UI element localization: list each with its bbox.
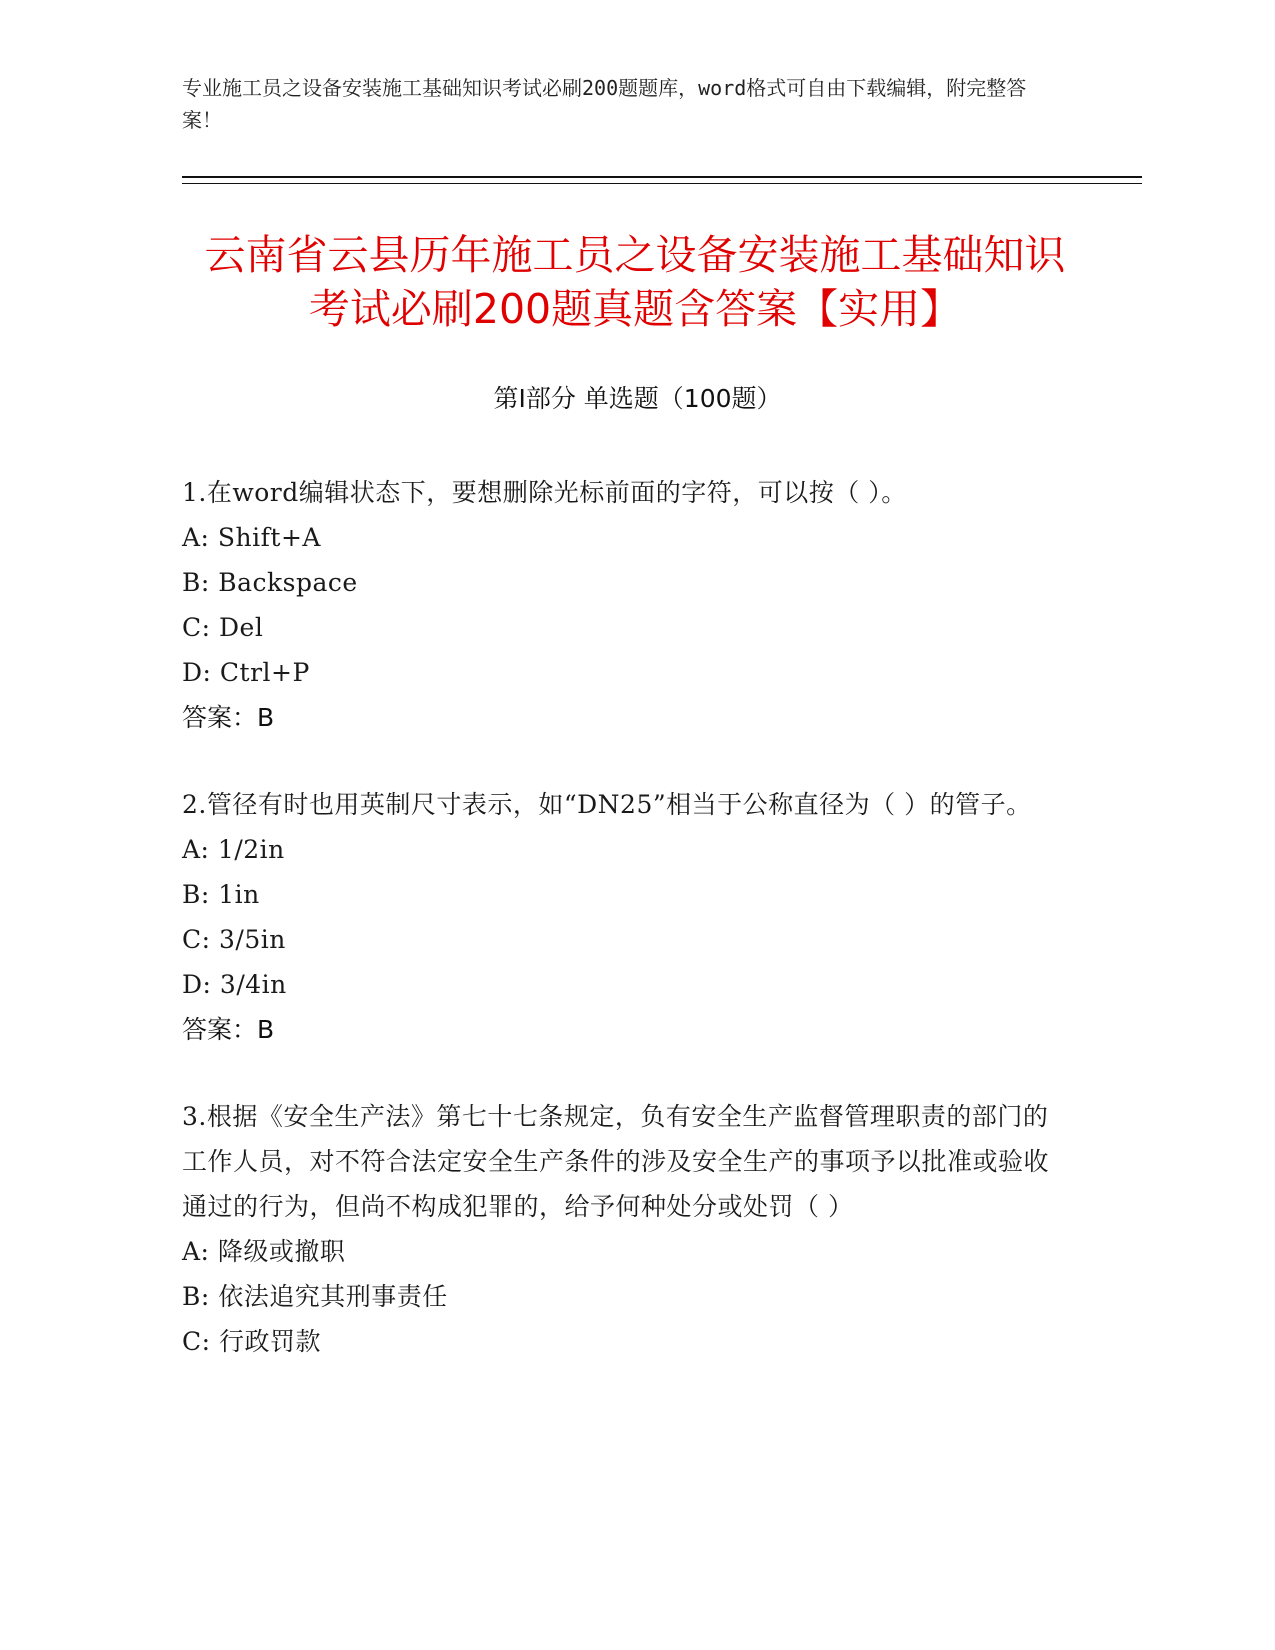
question-stem: 3.根据《安全生产法》第七十七条规定，负有安全生产监督管理职责的部门的工作人员，对不符合法定安全生产条件的涉及安全生产的事项予以批准或验收通过的行为，但尚不构成犯罪的，给予何种处分或处罚（ ） xyxy=(182,1102,1050,1221)
answer: 答案：B xyxy=(182,1015,275,1044)
question-list xyxy=(182,470,1062,1406)
document-title: 云南省云县历年施工员之设备安装施工基础知识考试必刷200题真题含答案【实用】 xyxy=(204,231,1066,333)
option-b: B: 1in xyxy=(182,880,260,909)
question-stem: 2.管径有时也用英制尺寸表示，如“DN25”相当于公称直径为（ ）的管子。 xyxy=(182,790,1032,819)
answer: 答案：B xyxy=(182,703,275,732)
option-d: D: 3/4in xyxy=(182,970,287,999)
header-note: 专业施工员之设备安装施工基础知识考试必刷200题题库，word格式可自由下载编辑，附完整答案！ xyxy=(182,76,1027,132)
option-a: A: 降级或撤职 xyxy=(182,1237,346,1266)
question-1 xyxy=(182,470,1062,740)
option-a: A: Shift+A xyxy=(182,523,321,552)
section-title: 第Ⅰ部分 单选题（100题） xyxy=(493,384,782,413)
question-stem: 1.在word编辑状态下，要想删除光标前面的字符，可以按（ ）。 xyxy=(182,478,907,507)
option-b: B: Backspace xyxy=(182,568,358,597)
option-d: D: Ctrl+P xyxy=(182,658,310,687)
question-2 xyxy=(182,782,1062,1052)
option-c: C: 3/5in xyxy=(182,925,286,954)
option-b: B: 依法追究其刑事责任 xyxy=(182,1282,448,1311)
option-c: C: 行政罚款 xyxy=(182,1327,321,1356)
option-c: C: Del xyxy=(182,613,264,642)
question-3 xyxy=(182,1094,1062,1364)
header-divider-thick xyxy=(182,176,1142,178)
header-divider-thin xyxy=(182,183,1142,184)
option-a: A: 1/2in xyxy=(182,835,285,864)
